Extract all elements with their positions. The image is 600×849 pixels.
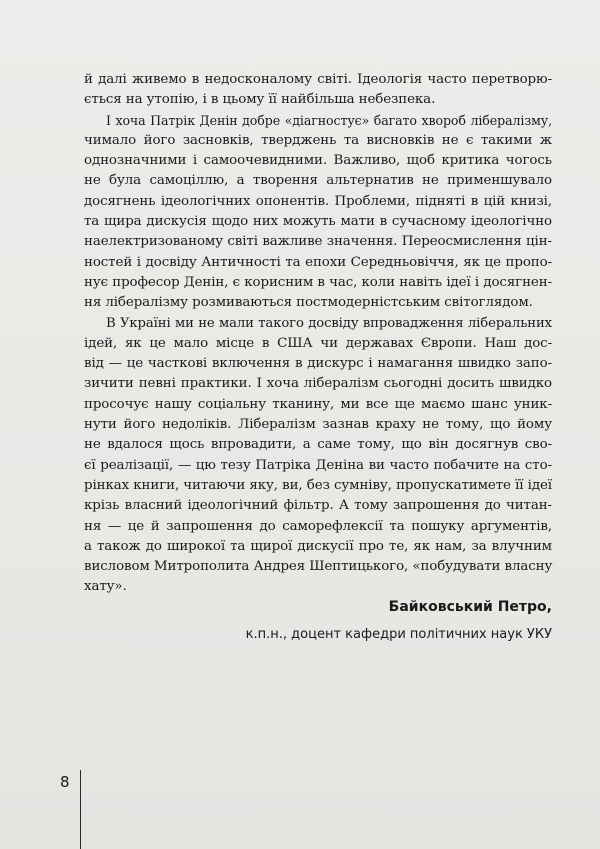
signature-block [192, 596, 552, 646]
text-line: просочує нашу соціальну тканину, ми все ще маємо шанс уник- [84, 396, 552, 412]
paragraph [84, 314, 552, 598]
text-line: ностей і досвіду Античності та епохи Середньовіччя, як це пропо- [84, 254, 552, 270]
text-line: рінках книги, читаючи яку, ви, без сумніву, пропускатимете її ідеї [84, 477, 552, 493]
text-line: а також до широкої та щирої дискусії про те, як нам, за влучним [84, 538, 552, 554]
text-line: досягнень ідеологічних опонентів. Проблеми, підняті в цій книзі, [84, 193, 552, 209]
text-line: ня — це й запрошення до саморефлексії та пошуку аргументів, [84, 518, 552, 534]
text-line: ня лібералізму розмиваються постмодерністським світоглядом. [84, 295, 533, 311]
author-name: Байковський Петро, [388, 599, 552, 615]
text-line: В Україні ми не мали такого досвіду впровадження ліберальних [106, 315, 552, 331]
text-line: й далі живемо в недосконалому світі. Ідеологія часто перетворю- [84, 72, 552, 87]
text-line: зичити певні практики. І хоча лібералізм сьогодні досить швидко [84, 376, 552, 392]
author-title: к.п.н., доцент кафедри політичних наук УКУ [245, 627, 552, 642]
page-number: 8 [60, 773, 70, 791]
text-line: не була самоціллю, а творення альтернатив не применшувало [84, 173, 552, 189]
text-line: від — це часткові включення в дискурс і намагання швидко запо- [84, 356, 552, 372]
text-line: І хоча Патрік Денін добре «діагностує» багато хвороб лібералізму, [106, 112, 552, 128]
text-line: однозначними і самоочевидними. Важливо, щоб критика чогось [84, 153, 552, 169]
text-line: крізь власний ідеологічний фільтр. А тому запрошення до читан- [84, 498, 552, 514]
text-line: нути його недоліків. Лібералізм зазнав краху не тому, що йому [84, 417, 552, 433]
page-number-rule [80, 770, 81, 849]
text-line: висловом Митрополита Андрея Шептицького, «побудувати власну [84, 559, 553, 575]
text-line: ідей, як це мало місце в США чи державах Європи. Наш дос- [84, 335, 552, 351]
paragraph [84, 70, 552, 111]
text-line: нує професор Денін, є корисним в час, коли навіть ідеї і досягнен- [84, 274, 552, 290]
paragraph [84, 111, 552, 314]
text-line: наелектризованому світі важливе значення. Переосмислення цін- [84, 234, 552, 250]
text-line: не вдалося щось впровадити, а саме тому, що він досягнув сво- [84, 437, 552, 453]
text-line: та щира дискусія щодо них можуть мати в сучасному ідеологічно [84, 214, 552, 230]
text-line: ється на утопію, і в цьому її найбільша небезпека. [84, 92, 436, 108]
text-line: хату». [84, 579, 127, 595]
text-line: чимало його засновків, тверджень та висновків не є такими ж [84, 132, 552, 148]
body-text [84, 70, 552, 598]
text-line: єї реалізації, — цю тезу Патріка Деніна ви часто побачите на сто- [84, 457, 552, 473]
